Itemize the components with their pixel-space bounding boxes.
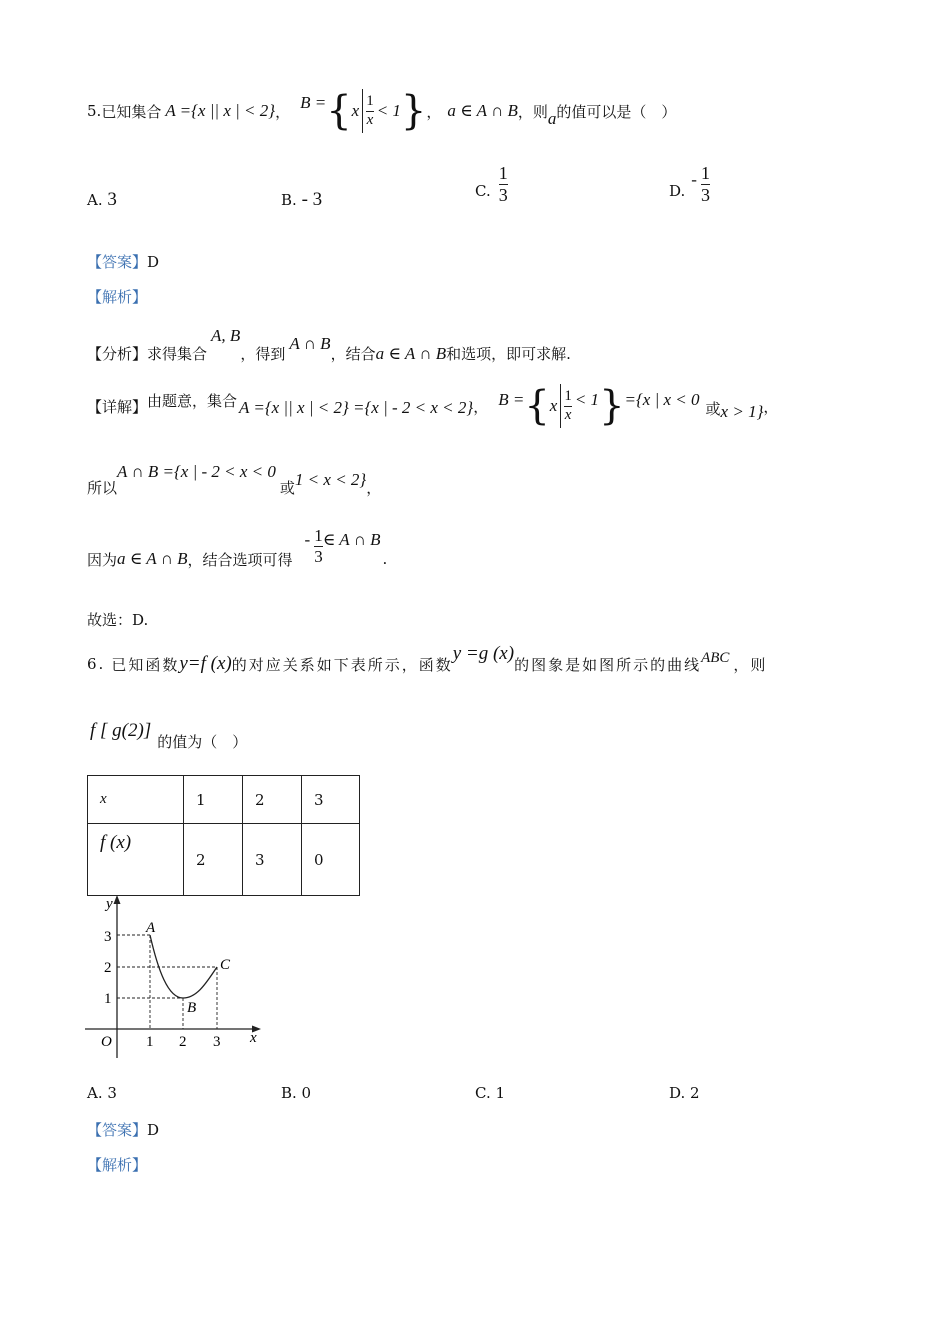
q5-yinwei-num: 1 xyxy=(314,525,323,545)
table-header-x: x xyxy=(88,776,184,824)
curve-abc xyxy=(150,935,217,998)
q5-fenxi-anb: A ∩ B xyxy=(289,334,331,353)
x-tick-2: 2 xyxy=(179,1034,187,1050)
q5-option-a-label: A. xyxy=(87,191,103,209)
q6-abc: ABC xyxy=(701,649,730,666)
q5-option-a-value: 3 xyxy=(107,189,117,210)
q5-yinwei-cond: a ∈ A ∩ B xyxy=(117,549,188,568)
q5-suoyi-end: 1 < x < 2} xyxy=(294,470,367,489)
q5-guxuan: 故选：D. xyxy=(87,611,149,629)
q6-fx: y=f (x) xyxy=(179,653,232,674)
point-b-label: B xyxy=(187,1000,197,1016)
q5-yinwei-den: 3 xyxy=(314,546,323,566)
q5-xiangjie-or: 或 xyxy=(705,399,721,418)
q6-stem-text-3: 的图象是如图所示的曲线 xyxy=(514,655,702,674)
origin-label: O xyxy=(101,1034,112,1050)
table-cell-1: 2 xyxy=(184,824,243,896)
q5-xiangjie-set-b-rel: < 1 xyxy=(574,390,600,409)
q5-option-b-value: - 3 xyxy=(301,189,323,210)
q5-xiangjie xyxy=(87,381,778,431)
q6-analysis-tag: 【解析】 xyxy=(87,1156,148,1174)
q5-option-d-den: 3 xyxy=(700,184,710,205)
q5-option-b xyxy=(281,189,322,211)
q5-option-d xyxy=(669,164,710,205)
y-axis-arrow xyxy=(114,895,121,904)
q5-fenxi-ab: A, B xyxy=(211,326,241,345)
q5-fenxi-cond: a ∈ A ∩ B xyxy=(375,344,447,363)
q5-suoyi-text: 所以 xyxy=(87,479,118,497)
q5-stem xyxy=(87,86,676,136)
q5-xiangjie-left-brace: { xyxy=(524,383,550,429)
q5-yinwei-dot: . xyxy=(382,550,388,568)
q5-option-c-den: 3 xyxy=(498,184,508,205)
q5-xiangjie-right-brace: } xyxy=(599,383,625,429)
q5-xiangjie-set-b-frac xyxy=(564,389,572,424)
q5-left-brace: { xyxy=(326,88,352,134)
table-cell-3: 0 xyxy=(302,824,360,896)
q5-number: 5. xyxy=(87,102,102,120)
function-table xyxy=(87,775,360,896)
q5-fenxi-tag: 【分析】 xyxy=(87,345,148,363)
q5-ask: 的值可以是（ ） xyxy=(556,102,677,121)
q6-option-b: B. 0 xyxy=(281,1084,312,1102)
table-header-1: 1 xyxy=(184,776,243,824)
q5-xiangjie-set-a: A ={x || x | < 2} ={x | - 2 < x < 2} xyxy=(239,398,474,417)
q5-option-d-label: D. xyxy=(669,182,686,201)
q5-option-d-num: 1 xyxy=(700,163,710,183)
q5-set-b-left: B = xyxy=(300,93,327,112)
q5-answer-value: D xyxy=(147,253,160,271)
q6-option-c: C. 1 xyxy=(475,1084,506,1102)
y-tick-1: 1 xyxy=(104,991,112,1007)
q5-xiangjie-comma: ， xyxy=(473,397,489,416)
q5-option-c xyxy=(475,164,508,205)
y-tick-3: 3 xyxy=(104,929,112,945)
table-header-3: 3 xyxy=(302,776,360,824)
q5-set-b-frac xyxy=(366,94,374,129)
q5-set-b-num: 1 xyxy=(366,92,374,109)
x-tick-3: 3 xyxy=(213,1034,221,1050)
q5-stem-prefix: 已知集合 xyxy=(101,102,162,121)
q6-stem-text-5: 的值为（ ） xyxy=(157,733,248,751)
q6-fg2: f [ g(2)] xyxy=(90,720,152,741)
q5-fenxi-text-1: 求得集合 xyxy=(147,345,208,363)
q5-xiangjie-tag: 【详解】 xyxy=(87,397,148,416)
q5-var-a: a xyxy=(547,109,557,128)
q5-analysis-tag: 【解析】 xyxy=(87,288,148,306)
q5-xiangjie-set-b-result: ={x | x < 0 xyxy=(624,390,700,409)
q5-xiangjie-set-b-x: x xyxy=(549,396,558,415)
table-header-2: 2 xyxy=(243,776,302,824)
q5-set-b-x: x xyxy=(351,101,360,120)
q5-set-b-den: x xyxy=(366,111,374,128)
q5-fenxi-text-2: ，得到 xyxy=(240,345,286,363)
q5-suoyi-comma: ， xyxy=(366,479,382,497)
q6-answer-value: D xyxy=(147,1121,160,1139)
q5-option-c-num: 1 xyxy=(498,163,508,183)
q5-then: ，则 xyxy=(517,102,548,121)
q5-suoyi xyxy=(87,458,381,498)
table-row-label: f (x) xyxy=(88,824,184,896)
point-a-label: A xyxy=(146,920,156,936)
q5-xiangjie-set-b-num: 1 xyxy=(564,387,572,404)
q5-yinwei-text-2: ，结合选项可得 xyxy=(187,550,293,569)
q5-xiangjie-set-b-bar xyxy=(560,384,561,428)
q6-stem-text-1: 已知函数 xyxy=(111,655,180,674)
q5-answer-tag: 【答案】 xyxy=(87,253,148,271)
table-row xyxy=(88,824,360,896)
q5-option-c-frac xyxy=(499,164,508,205)
q5-yinwei-sign: - xyxy=(304,530,311,549)
x-axis-label: x xyxy=(250,1030,257,1046)
q5-right-brace: } xyxy=(400,88,427,134)
x-tick-1: 1 xyxy=(146,1034,154,1050)
q5-yinwei xyxy=(87,522,387,570)
q5-xiangjie-end: ， xyxy=(763,397,779,416)
q5-yinwei-frac xyxy=(314,527,323,566)
q5-xiangjie-set-b-den: x xyxy=(564,406,572,423)
q5-option-b-label: B. xyxy=(281,191,297,209)
q6-answer-tag: 【答案】 xyxy=(87,1121,148,1139)
q5-option-c-label: C. xyxy=(475,182,491,201)
table-cell-2: 3 xyxy=(243,824,302,896)
q5-fenxi-text-3: ，结合 xyxy=(330,345,376,363)
q5-xiangjie-text-1: 由题意，集合 xyxy=(147,391,238,410)
q5-xiangjie-set-b-left: B = xyxy=(498,390,525,409)
q6-stem-line-2 xyxy=(90,716,247,752)
point-c-label: C xyxy=(220,957,231,973)
q5-suoyi-expr: A ∩ B ={x | - 2 < x < 0 xyxy=(117,462,276,481)
q5-xiangjie-set-b-end: x > 1} xyxy=(720,402,764,421)
q5-suoyi-or: 或 xyxy=(279,479,295,497)
q5-fenxi-text-4: 和选项，即可求解. xyxy=(446,345,571,363)
q5-yinwei-in: ∈ A ∩ B xyxy=(322,530,381,549)
q6-number: 6. xyxy=(87,655,106,673)
function-graph xyxy=(80,890,270,1062)
q5-condition: a ∈ A ∩ B xyxy=(447,101,518,120)
q6-option-d: D. 2 xyxy=(669,1084,700,1102)
q5-yinwei-text: 因为 xyxy=(87,550,118,569)
y-tick-2: 2 xyxy=(104,960,112,976)
q5-set-b-bar xyxy=(362,89,363,133)
guide-lines xyxy=(117,935,217,1029)
q5-fenxi xyxy=(87,320,571,364)
table-header-row xyxy=(88,776,360,824)
q5-option-d-frac xyxy=(701,164,710,205)
q5-comma-2: ， xyxy=(426,102,442,121)
q6-stem-text-4: ，则 xyxy=(733,655,768,674)
q5-comma: ， xyxy=(275,102,291,121)
q5-option-a xyxy=(87,189,117,211)
q5-set-b-rel: < 1 xyxy=(376,101,401,120)
q6-stem-text-2: 的对应关系如下表所示，函数 xyxy=(231,655,453,674)
q5-set-a: A ={x || x | < 2} xyxy=(165,101,276,120)
q6-answer xyxy=(87,1119,159,1140)
q5-answer xyxy=(87,251,159,272)
y-axis-label: y xyxy=(106,896,113,912)
q6-stem-line-1 xyxy=(87,644,767,684)
q6-gx: y =g (x) xyxy=(452,643,515,664)
q6-option-a: A. 3 xyxy=(87,1084,117,1102)
q5-option-d-sign: - xyxy=(691,170,697,190)
